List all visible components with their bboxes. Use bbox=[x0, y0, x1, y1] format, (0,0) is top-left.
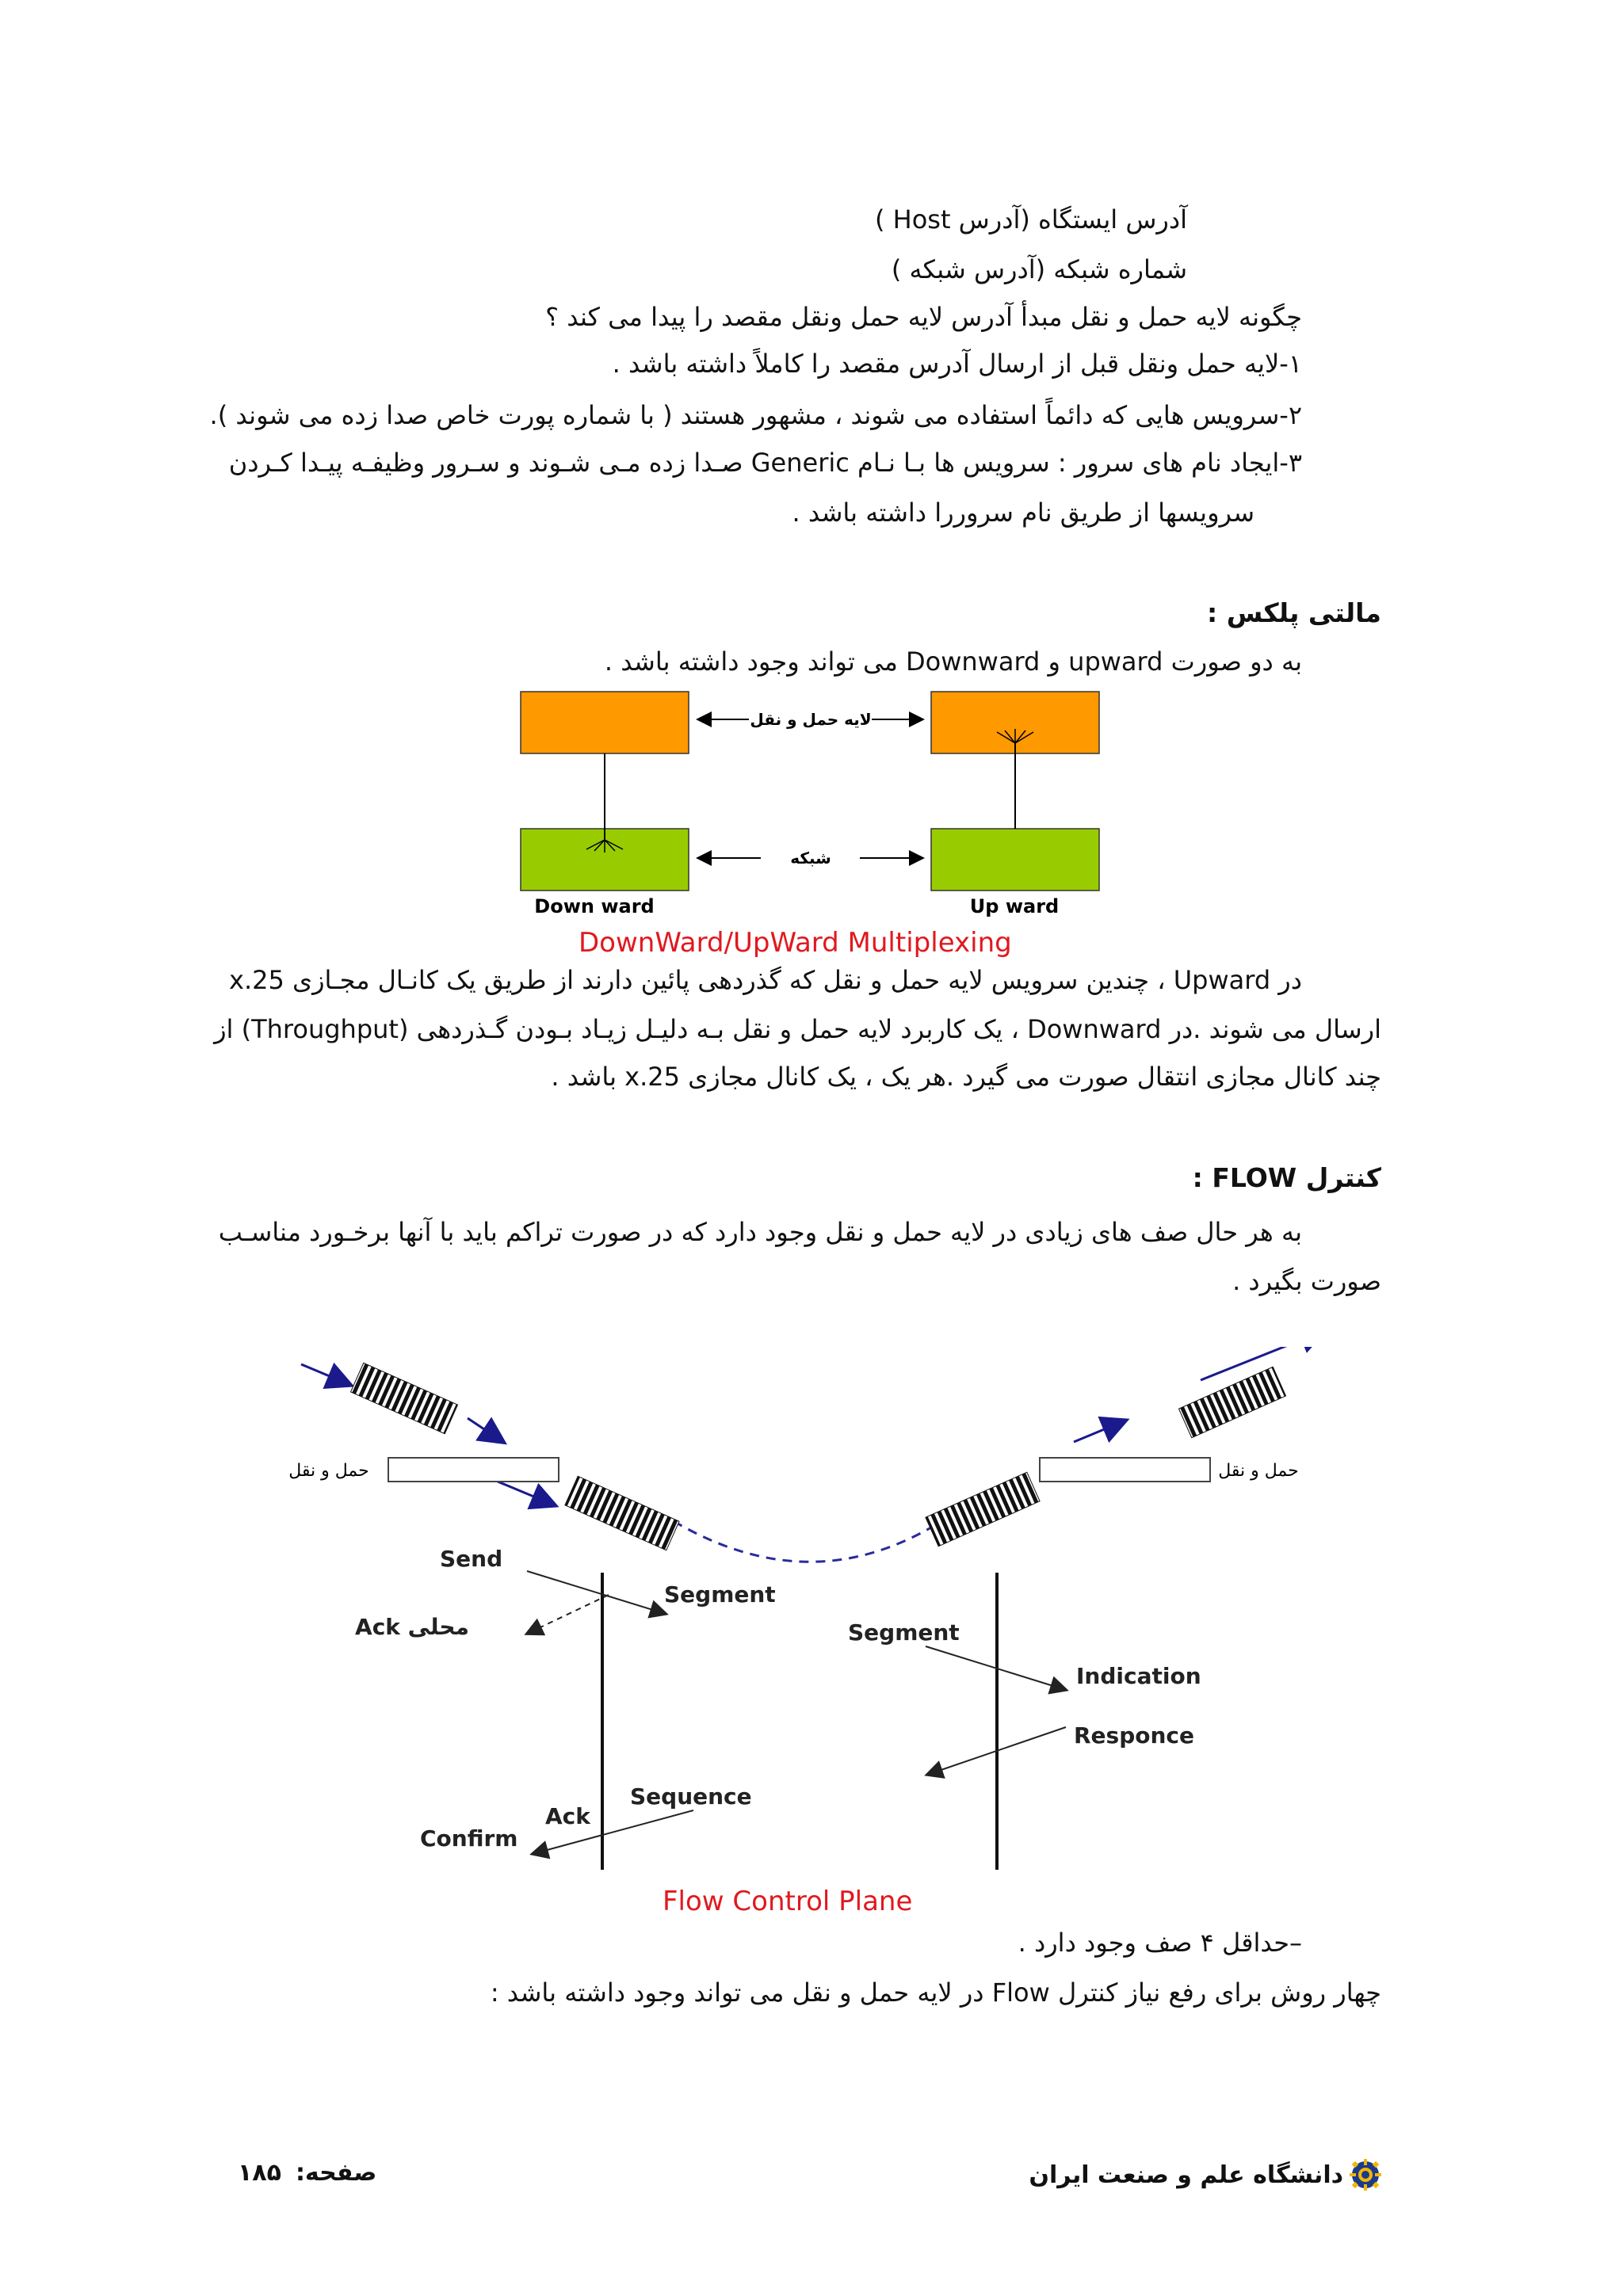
item-3-cont-line: سرویسها از طریق نام سروررا داشته باشد . bbox=[792, 498, 1254, 528]
flow-control-diagram bbox=[285, 1347, 1331, 1870]
send-label: Send bbox=[440, 1546, 503, 1572]
item-1-line: ۱-لایه حمل ونقل قبل از ارسال آدرس مقصد را کاملاً داشته باشد . bbox=[612, 349, 1302, 379]
page-number: ۱۸۵ bbox=[238, 2159, 281, 2187]
network-number-line: شماره شبکه (آدرس شبکه ) bbox=[891, 254, 1187, 284]
address-host-line: آدرس ایستگاه (آدرس Host ) bbox=[874, 204, 1187, 235]
indication-label: Indication bbox=[1076, 1663, 1201, 1689]
multiplex-para-line1: در Upward ، چندین سرویس لایه حمل و نقل که گذردهی پائین دارند از طریق یک کانـال مجـازی x.25 bbox=[229, 965, 1302, 995]
confirm-label: Confirm bbox=[420, 1825, 518, 1852]
multiplex-para-line2: ارسال می شوند .در Downward ، یک کاربرد لایه حمل و نقل بـه دلیـل زیـاد بـودن گـذردهی (Throughput) از bbox=[214, 1014, 1381, 1044]
question-line: چگونه لایه حمل و نقل مبدأ آدرس لایه حمل ونقل مقصد را پیدا می کند ؟ bbox=[545, 302, 1302, 332]
packet-left-top bbox=[350, 1363, 457, 1433]
ack-local-label: محلی Ack bbox=[355, 1614, 469, 1640]
segment-right-label: Segment bbox=[848, 1619, 960, 1646]
packet-left-bottom bbox=[565, 1476, 679, 1550]
down-transport-box bbox=[521, 692, 689, 753]
transport-layer-label: لایه حمل و نقل bbox=[750, 710, 872, 729]
university-name: دانشگاه علم و صنعت ایران bbox=[1029, 2161, 1343, 2189]
responce-label: Responce bbox=[1074, 1722, 1195, 1749]
multiplex-heading: مالتی پلکس : bbox=[1207, 597, 1381, 628]
packet-right-top bbox=[1178, 1367, 1285, 1437]
right-transport-box bbox=[1040, 1458, 1210, 1482]
down-ward-label: Down ward bbox=[534, 895, 655, 917]
up-ward-label: Up ward bbox=[969, 895, 1060, 917]
multiplex-para-line3: چند کانال مجازی انتقال صورت می گیرد .هر یک ، یک کانال مجازی x.25 باشد . bbox=[551, 1062, 1381, 1092]
flow-heading: کنترل FLOW : bbox=[1192, 1162, 1381, 1193]
university-logo-icon bbox=[1350, 2159, 1381, 2191]
flow-para-line2: صورت بگیرد . bbox=[1232, 1266, 1381, 1296]
ack-label: Ack bbox=[545, 1803, 590, 1829]
item-3-line: ۳-ایجاد نام های سرور : سرویس ها بـا نـام Generic صـدا زده مـی شـوند و سـرور وظیفـه پیـدا کـردن bbox=[228, 448, 1302, 478]
item-2-line: ۲-سرویس هایی که دائماً استفاده می شوند ، مشهور هستند ( با شماره پورت خاص صدا زده می شوند ). bbox=[209, 400, 1302, 430]
flow-para-line1: به هر حال صف های زیادی در لایه حمل و نقل وجود دارد که در صورت تراکم باید با آنها برخـورد مناسـب bbox=[218, 1217, 1302, 1247]
packet-right-bottom bbox=[926, 1472, 1040, 1546]
segment-left-label: Segment bbox=[664, 1581, 776, 1608]
page-label: صفحه: bbox=[295, 2159, 377, 2187]
page-number-block bbox=[238, 2159, 376, 2187]
multiplex-intro: به دو صورت upward و Downward می تواند وجود داشته باشد . bbox=[604, 646, 1302, 677]
methods-line: چهار روش برای رفع نیاز کنترل Flow در لایه حمل و نقل می تواند وجود داشته باشد : bbox=[490, 1978, 1381, 2008]
network-label: شبکه bbox=[790, 849, 831, 868]
queues-note: –حداقل ۴ صف وجود دارد . bbox=[1018, 1928, 1302, 1958]
university-block bbox=[1029, 2159, 1381, 2191]
left-transport-box bbox=[388, 1458, 559, 1482]
flow-control-caption: Flow Control Plane bbox=[663, 1886, 913, 1917]
footer bbox=[238, 2159, 1381, 2199]
up-network-box bbox=[931, 829, 1099, 891]
multiplexing-caption: DownWard/UpWard Multiplexing bbox=[579, 927, 1012, 959]
multiplexing-diagram bbox=[507, 681, 1109, 919]
left-transport-label: حمل و نقل bbox=[288, 1461, 369, 1481]
right-transport-label: حمل و نقل bbox=[1218, 1461, 1299, 1481]
sequence-label: Sequence bbox=[630, 1783, 752, 1810]
